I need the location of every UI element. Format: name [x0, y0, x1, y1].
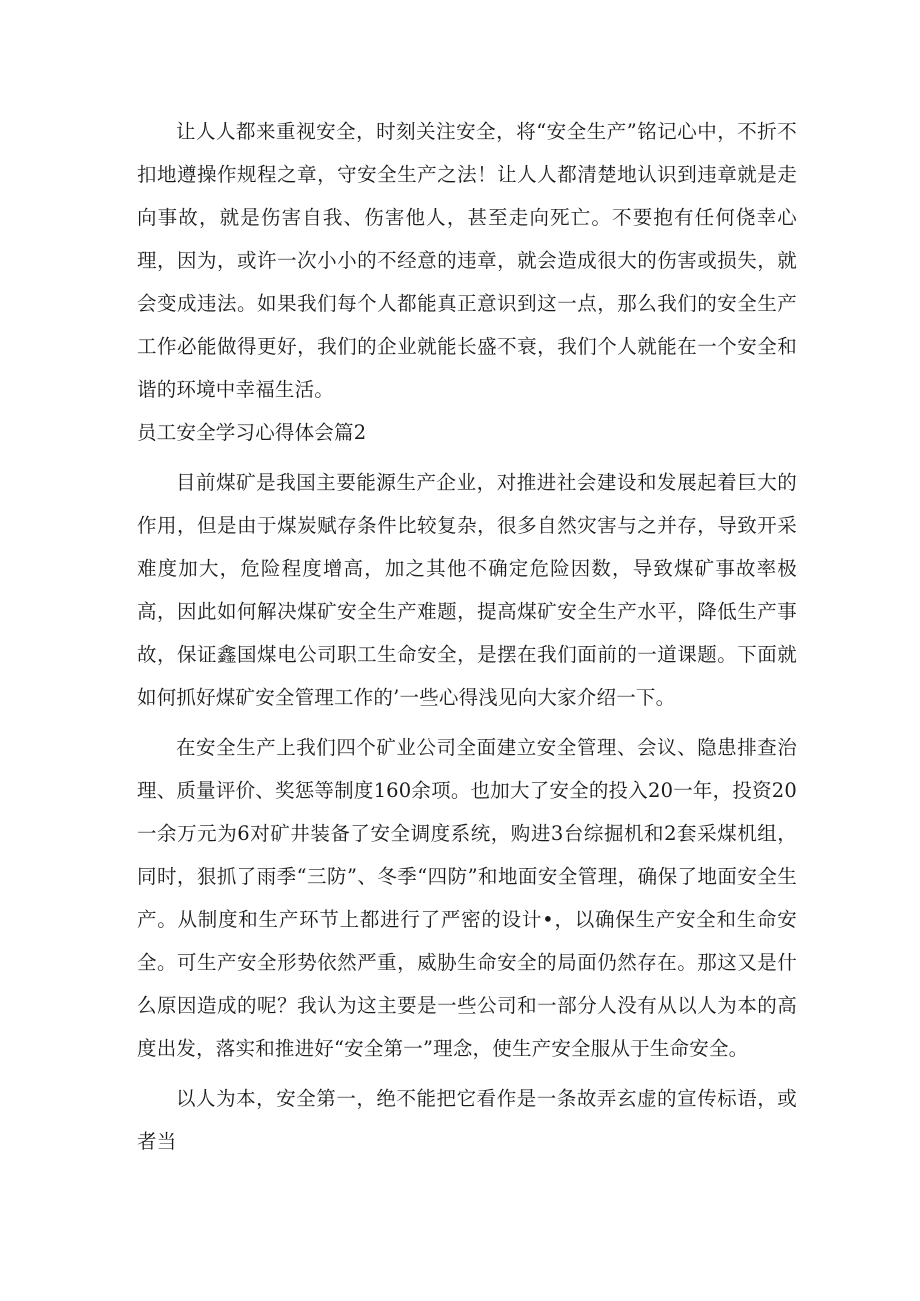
spacer — [137, 1070, 797, 1077]
paragraph-safety-measures: 在安全生产上我们四个矿业公司全面建立安全管理、会议、隐患排查治理、质量评价、奖惩等制度160余项。也加大了安全的投入20一年，投资20一余万元为6对矿井装备了安全调度系统，购进3台综掘机和2套采煤机组，同时，狠抓了雨季“三防”、冬季“四防”和地面安全管理，确保了地面安全生产。从制度和生产环节上都进行了严密的设计•，以确保生产安全和生命安全。可生产安全形势依然严重，威胁生命安全的局面仍然存在。那这又是什么原因造成的呢？我认为这主要是一些公司和一部分人没有从以人为本的高度出发，落实和推进好“安全第一”理念，使生产安全服从于生命安全。 — [137, 736, 797, 1060]
document-body — [137, 110, 797, 1163]
paragraph-coal-mine-intro: 目前煤矿是我国主要能源生产企业，对推进社会建设和发展起着巨大的作用，但是由于煤炭赋存条件比较复杂，很多自然灾害与之并存，导致开采难度加大，危险程度增高，加之其他不确定危险因数，导致煤矿事故率极高，因此如何解决煤矿安全生产难题，提高煤矿安全生产水平，降低生产事故，保证鑫国煤电公司职工生命安全，是摆在我们面前的一道课题。下面就如何抓好煤矿安全管理工作的’一些心得浅见向大家介绍一下。 — [137, 471, 797, 709]
section-heading: 员工安全学习心得体会篇2 — [137, 421, 367, 444]
paragraph-people-first: 以人为本，安全第一，绝不能把它看作是一条故弄玄虚的宣传标语，或者当 — [137, 1087, 797, 1153]
spacer — [137, 719, 797, 726]
spacer — [137, 454, 797, 461]
paragraph-safety-awareness: 让人人都来重视安全，时刻关注安全，将“安全生产”铭记心中，不折不扣地遵操作规程之章，守安全生产之法！让人人都清楚地认识到违章就是走向事故，就是伤害自我、伤害他人，甚至走向死亡。不要抱有任何侥幸心理，因为，或许一次小小的不经意的违章，就会造成很大的伤害或损失，就会变成违法。如果我们每个人都能真正意识到这一点，那么我们的安全生产工作必能做得更好，我们的企业就能长盛不衰，我们个人就能在一个安全和谐的环境中幸福生活。 — [137, 120, 797, 401]
